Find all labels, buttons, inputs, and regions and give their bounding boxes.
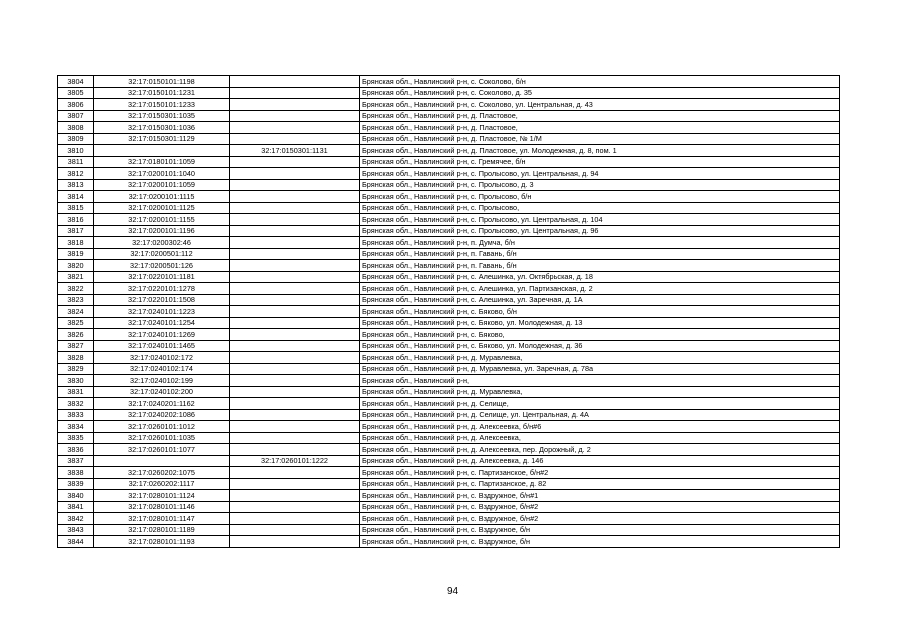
related-cadastral-number-cell (230, 421, 360, 433)
related-cadastral-number-cell (230, 202, 360, 214)
row-number-cell: 3805 (58, 87, 94, 99)
row-number-cell: 3838 (58, 467, 94, 479)
address-cell: Брянская обл., Навлинский р-н, д. Пластовое, № 1/М (360, 133, 840, 145)
row-number-cell: 3810 (58, 145, 94, 157)
cadastral-number-cell: 32:17:0200501:126 (94, 260, 230, 272)
row-number-cell: 3824 (58, 306, 94, 318)
address-cell: Брянская обл., Навлинский р-н, с. Алешинка, ул. Партизанская, д. 2 (360, 283, 840, 295)
row-number-cell: 3834 (58, 421, 94, 433)
table-row (58, 110, 840, 122)
cadastral-number-cell: 32:17:0200101:1040 (94, 168, 230, 180)
table-row (58, 317, 840, 329)
row-number-cell: 3808 (58, 122, 94, 134)
table-row (58, 501, 840, 513)
table-row (58, 409, 840, 421)
address-cell: Брянская обл., Навлинский р-н, с. Вздружное, б/н#1 (360, 490, 840, 502)
row-number-cell: 3813 (58, 179, 94, 191)
address-cell: Брянская обл., Навлинский р-н, д. Алексеевка, б/н#6 (360, 421, 840, 433)
address-cell: Брянская обл., Навлинский р-н, д. Пластовое, (360, 122, 840, 134)
table-row (58, 536, 840, 548)
address-cell: Брянская обл., Навлинский р-н, с. Пролысово, (360, 202, 840, 214)
row-number-cell: 3817 (58, 225, 94, 237)
cadastral-number-cell: 32:17:0200302:46 (94, 237, 230, 249)
address-cell: Брянская обл., Навлинский р-н, с. Партизанское, д. 82 (360, 478, 840, 490)
address-cell: Брянская обл., Навлинский р-н, с. Бяково, (360, 329, 840, 341)
row-number-cell: 3826 (58, 329, 94, 341)
page-number: 94 (446, 586, 459, 597)
related-cadastral-number-cell (230, 214, 360, 226)
related-cadastral-number-cell (230, 110, 360, 122)
table-row (58, 156, 840, 168)
related-cadastral-number-cell (230, 122, 360, 134)
address-cell: Брянская обл., Навлинский р-н, с. Партизанское, б/н#2 (360, 467, 840, 479)
row-number-cell: 3814 (58, 191, 94, 203)
row-number-cell: 3831 (58, 386, 94, 398)
table-row (58, 444, 840, 456)
table-row (58, 99, 840, 111)
cadastral-number-cell: 32:17:0240102:199 (94, 375, 230, 387)
row-number-cell: 3822 (58, 283, 94, 295)
row-number-cell: 3819 (58, 248, 94, 260)
row-number-cell: 3840 (58, 490, 94, 502)
table-row (58, 145, 840, 157)
table-row (58, 225, 840, 237)
related-cadastral-number-cell (230, 283, 360, 295)
address-cell: Брянская обл., Навлинский р-н, д. Пластовое, ул. Молодежная, д. 8, пом. 1 (360, 145, 840, 157)
row-number-cell: 3827 (58, 340, 94, 352)
cadastral-number-cell: 32:17:0280101:1124 (94, 490, 230, 502)
address-cell: Брянская обл., Навлинский р-н, с. Алешинка, ул. Октябрьская, д. 18 (360, 271, 840, 283)
address-cell: Брянская обл., Навлинский р-н, с. Пролысово, ул. Центральная, д. 94 (360, 168, 840, 180)
related-cadastral-number-cell (230, 340, 360, 352)
related-cadastral-number-cell (230, 524, 360, 536)
address-cell: Брянская обл., Навлинский р-н, с. Гремячее, б/н (360, 156, 840, 168)
related-cadastral-number-cell (230, 513, 360, 525)
row-number-cell: 3832 (58, 398, 94, 410)
table-row (58, 306, 840, 318)
cadastral-number-cell: 32:17:0200101:1125 (94, 202, 230, 214)
table-row (58, 168, 840, 180)
table-row (58, 513, 840, 525)
row-number-cell: 3842 (58, 513, 94, 525)
row-number-cell: 3825 (58, 317, 94, 329)
row-number-cell: 3804 (58, 76, 94, 88)
cadastral-number-cell: 32:17:0150301:1035 (94, 110, 230, 122)
related-cadastral-number-cell (230, 260, 360, 272)
cadastral-number-cell (94, 145, 230, 157)
table-row (58, 524, 840, 536)
table-row (58, 122, 840, 134)
table-row (58, 260, 840, 272)
table-row (58, 421, 840, 433)
related-cadastral-number-cell (230, 306, 360, 318)
related-cadastral-number-cell (230, 191, 360, 203)
cadastral-number-cell: 32:17:0200501:112 (94, 248, 230, 260)
cadastral-number-cell: 32:17:0200101:1115 (94, 191, 230, 203)
cadastral-number-cell: 32:17:0150101:1233 (94, 99, 230, 111)
related-cadastral-number-cell (230, 490, 360, 502)
related-cadastral-number-cell (230, 352, 360, 364)
row-number-cell: 3829 (58, 363, 94, 375)
address-cell: Брянская обл., Навлинский р-н, д. Алексеевка, (360, 432, 840, 444)
address-cell: Брянская обл., Навлинский р-н, д. Алексеевка, д. 146 (360, 455, 840, 467)
table-row (58, 294, 840, 306)
address-cell: Брянская обл., Навлинский р-н, д. Пластовое, (360, 110, 840, 122)
related-cadastral-number-cell (230, 294, 360, 306)
table-row (58, 179, 840, 191)
address-cell: Брянская обл., Навлинский р-н, с. Соколово, д. 35 (360, 87, 840, 99)
related-cadastral-number-cell (230, 398, 360, 410)
table-row (58, 283, 840, 295)
table-row (58, 467, 840, 479)
row-number-cell: 3836 (58, 444, 94, 456)
related-cadastral-number-cell (230, 501, 360, 513)
related-cadastral-number-cell (230, 168, 360, 180)
row-number-cell: 3833 (58, 409, 94, 421)
row-number-cell: 3820 (58, 260, 94, 272)
related-cadastral-number-cell: 32:17:0260101:1222 (230, 455, 360, 467)
address-cell: Брянская обл., Навлинский р-н, с. Бяково, ул. Молодежная, д. 36 (360, 340, 840, 352)
cadastral-number-cell: 32:17:0240102:172 (94, 352, 230, 364)
cadastral-number-cell: 32:17:0220101:1278 (94, 283, 230, 295)
cadastral-number-cell: 32:17:0220101:1508 (94, 294, 230, 306)
table-row (58, 363, 840, 375)
address-cell: Брянская обл., Навлинский р-н, с. Вздружное, б/н (360, 536, 840, 548)
address-cell: Брянская обл., Навлинский р-н, с. Пролысово, б/н (360, 191, 840, 203)
cadastral-number-cell: 32:17:0280101:1146 (94, 501, 230, 513)
row-number-cell: 3835 (58, 432, 94, 444)
cadastral-number-cell: 32:17:0260101:1077 (94, 444, 230, 456)
table-row (58, 375, 840, 387)
related-cadastral-number-cell (230, 467, 360, 479)
cadastral-number-cell: 32:17:0200101:1059 (94, 179, 230, 191)
cadastral-number-cell: 32:17:0280101:1147 (94, 513, 230, 525)
related-cadastral-number-cell (230, 133, 360, 145)
related-cadastral-number-cell (230, 271, 360, 283)
table-row (58, 214, 840, 226)
cadastral-number-cell: 32:17:0240101:1223 (94, 306, 230, 318)
related-cadastral-number-cell (230, 248, 360, 260)
cadastral-number-cell: 32:17:0200101:1155 (94, 214, 230, 226)
table-row (58, 202, 840, 214)
related-cadastral-number-cell (230, 375, 360, 387)
related-cadastral-number-cell (230, 409, 360, 421)
table-row (58, 329, 840, 341)
address-cell: Брянская обл., Навлинский р-н, с. Бяково, б/н (360, 306, 840, 318)
cadastral-number-cell (94, 455, 230, 467)
cadastral-number-cell: 32:17:0240101:1269 (94, 329, 230, 341)
table-row (58, 248, 840, 260)
address-cell: Брянская обл., Навлинский р-н, д. Муравлевка, (360, 386, 840, 398)
address-cell: Брянская обл., Навлинский р-н, с. Бяково, ул. Молодежная, д. 13 (360, 317, 840, 329)
cadastral-number-cell: 32:17:0150101:1231 (94, 87, 230, 99)
cadastral-number-cell: 32:17:0150301:1036 (94, 122, 230, 134)
row-number-cell: 3818 (58, 237, 94, 249)
cadastral-number-cell: 32:17:0200101:1196 (94, 225, 230, 237)
table-row (58, 271, 840, 283)
cadastral-number-cell: 32:17:0240201:1162 (94, 398, 230, 410)
related-cadastral-number-cell (230, 237, 360, 249)
table-row (58, 455, 840, 467)
registry-table-body (58, 76, 840, 548)
related-cadastral-number-cell (230, 444, 360, 456)
cadastral-number-cell: 32:17:0240101:1254 (94, 317, 230, 329)
table-row (58, 352, 840, 364)
related-cadastral-number-cell (230, 156, 360, 168)
address-cell: Брянская обл., Навлинский р-н, д. Алексеевка, пер. Дорожный, д. 2 (360, 444, 840, 456)
related-cadastral-number-cell (230, 179, 360, 191)
address-cell: Брянская обл., Навлинский р-н, (360, 375, 840, 387)
address-cell: Брянская обл., Навлинский р-н, с. Алешинка, ул. Заречная, д. 1А (360, 294, 840, 306)
table-row (58, 237, 840, 249)
cadastral-number-cell: 32:17:0240202:1086 (94, 409, 230, 421)
cadastral-number-cell: 32:17:0260202:1117 (94, 478, 230, 490)
row-number-cell: 3839 (58, 478, 94, 490)
row-number-cell: 3821 (58, 271, 94, 283)
address-cell: Брянская обл., Навлинский р-н, с. Вздружное, б/н (360, 524, 840, 536)
row-number-cell: 3828 (58, 352, 94, 364)
cadastral-number-cell: 32:17:0260202:1075 (94, 467, 230, 479)
table-row (58, 432, 840, 444)
table-row (58, 490, 840, 502)
row-number-cell: 3841 (58, 501, 94, 513)
related-cadastral-number-cell (230, 317, 360, 329)
related-cadastral-number-cell (230, 329, 360, 341)
row-number-cell: 3837 (58, 455, 94, 467)
address-cell: Брянская обл., Навлинский р-н, д. Селище, ул. Центральная, д. 4А (360, 409, 840, 421)
table-row (58, 398, 840, 410)
row-number-cell: 3806 (58, 99, 94, 111)
registry-table (57, 75, 840, 548)
cadastral-number-cell: 32:17:0150301:1129 (94, 133, 230, 145)
table-row (58, 191, 840, 203)
row-number-cell: 3816 (58, 214, 94, 226)
address-cell: Брянская обл., Навлинский р-н, с. Пролысово, ул. Центральная, д. 96 (360, 225, 840, 237)
address-cell: Брянская обл., Навлинский р-н, д. Селище, (360, 398, 840, 410)
related-cadastral-number-cell (230, 478, 360, 490)
cadastral-number-cell: 32:17:0280101:1189 (94, 524, 230, 536)
row-number-cell: 3823 (58, 294, 94, 306)
cadastral-number-cell: 32:17:0260101:1012 (94, 421, 230, 433)
cadastral-number-cell: 32:17:0240102:174 (94, 363, 230, 375)
related-cadastral-number-cell (230, 432, 360, 444)
row-number-cell: 3815 (58, 202, 94, 214)
related-cadastral-number-cell (230, 99, 360, 111)
cadastral-number-cell: 32:17:0260101:1035 (94, 432, 230, 444)
address-cell: Брянская обл., Навлинский р-н, п. Думча, б/н (360, 237, 840, 249)
related-cadastral-number-cell (230, 87, 360, 99)
address-cell: Брянская обл., Навлинский р-н, с. Соколово, ул. Центральная, д. 43 (360, 99, 840, 111)
row-number-cell: 3830 (58, 375, 94, 387)
table-row (58, 386, 840, 398)
address-cell: Брянская обл., Навлинский р-н, п. Гавань, б/н (360, 260, 840, 272)
related-cadastral-number-cell (230, 363, 360, 375)
row-number-cell: 3844 (58, 536, 94, 548)
cadastral-number-cell: 32:17:0240101:1465 (94, 340, 230, 352)
address-cell: Брянская обл., Навлинский р-н, с. Пролысово, ул. Центральная, д. 104 (360, 214, 840, 226)
table-row (58, 478, 840, 490)
table-row (58, 340, 840, 352)
table-row (58, 76, 840, 88)
row-number-cell: 3812 (58, 168, 94, 180)
address-cell: Брянская обл., Навлинский р-н, с. Соколово, б/н (360, 76, 840, 88)
related-cadastral-number-cell: 32:17:0150301:1131 (230, 145, 360, 157)
row-number-cell: 3809 (58, 133, 94, 145)
related-cadastral-number-cell (230, 225, 360, 237)
row-number-cell: 3843 (58, 524, 94, 536)
address-cell: Брянская обл., Навлинский р-н, с. Пролысово, д. 3 (360, 179, 840, 191)
related-cadastral-number-cell (230, 386, 360, 398)
cadastral-number-cell: 32:17:0150101:1198 (94, 76, 230, 88)
cadastral-number-cell: 32:17:0220101:1181 (94, 271, 230, 283)
address-cell: Брянская обл., Навлинский р-н, д. Муравлевка, ул. Заречная, д. 78а (360, 363, 840, 375)
address-cell: Брянская обл., Навлинский р-н, с. Вздружное, б/н#2 (360, 513, 840, 525)
address-cell: Брянская обл., Навлинский р-н, д. Муравлевка, (360, 352, 840, 364)
table-row (58, 133, 840, 145)
related-cadastral-number-cell (230, 536, 360, 548)
address-cell: Брянская обл., Навлинский р-н, с. Вздружное, б/н#2 (360, 501, 840, 513)
cadastral-number-cell: 32:17:0180101:1059 (94, 156, 230, 168)
table-row (58, 87, 840, 99)
cadastral-number-cell: 32:17:0240102:200 (94, 386, 230, 398)
related-cadastral-number-cell (230, 76, 360, 88)
row-number-cell: 3811 (58, 156, 94, 168)
address-cell: Брянская обл., Навлинский р-н, п. Гавань, б/н (360, 248, 840, 260)
row-number-cell: 3807 (58, 110, 94, 122)
cadastral-number-cell: 32:17:0280101:1193 (94, 536, 230, 548)
